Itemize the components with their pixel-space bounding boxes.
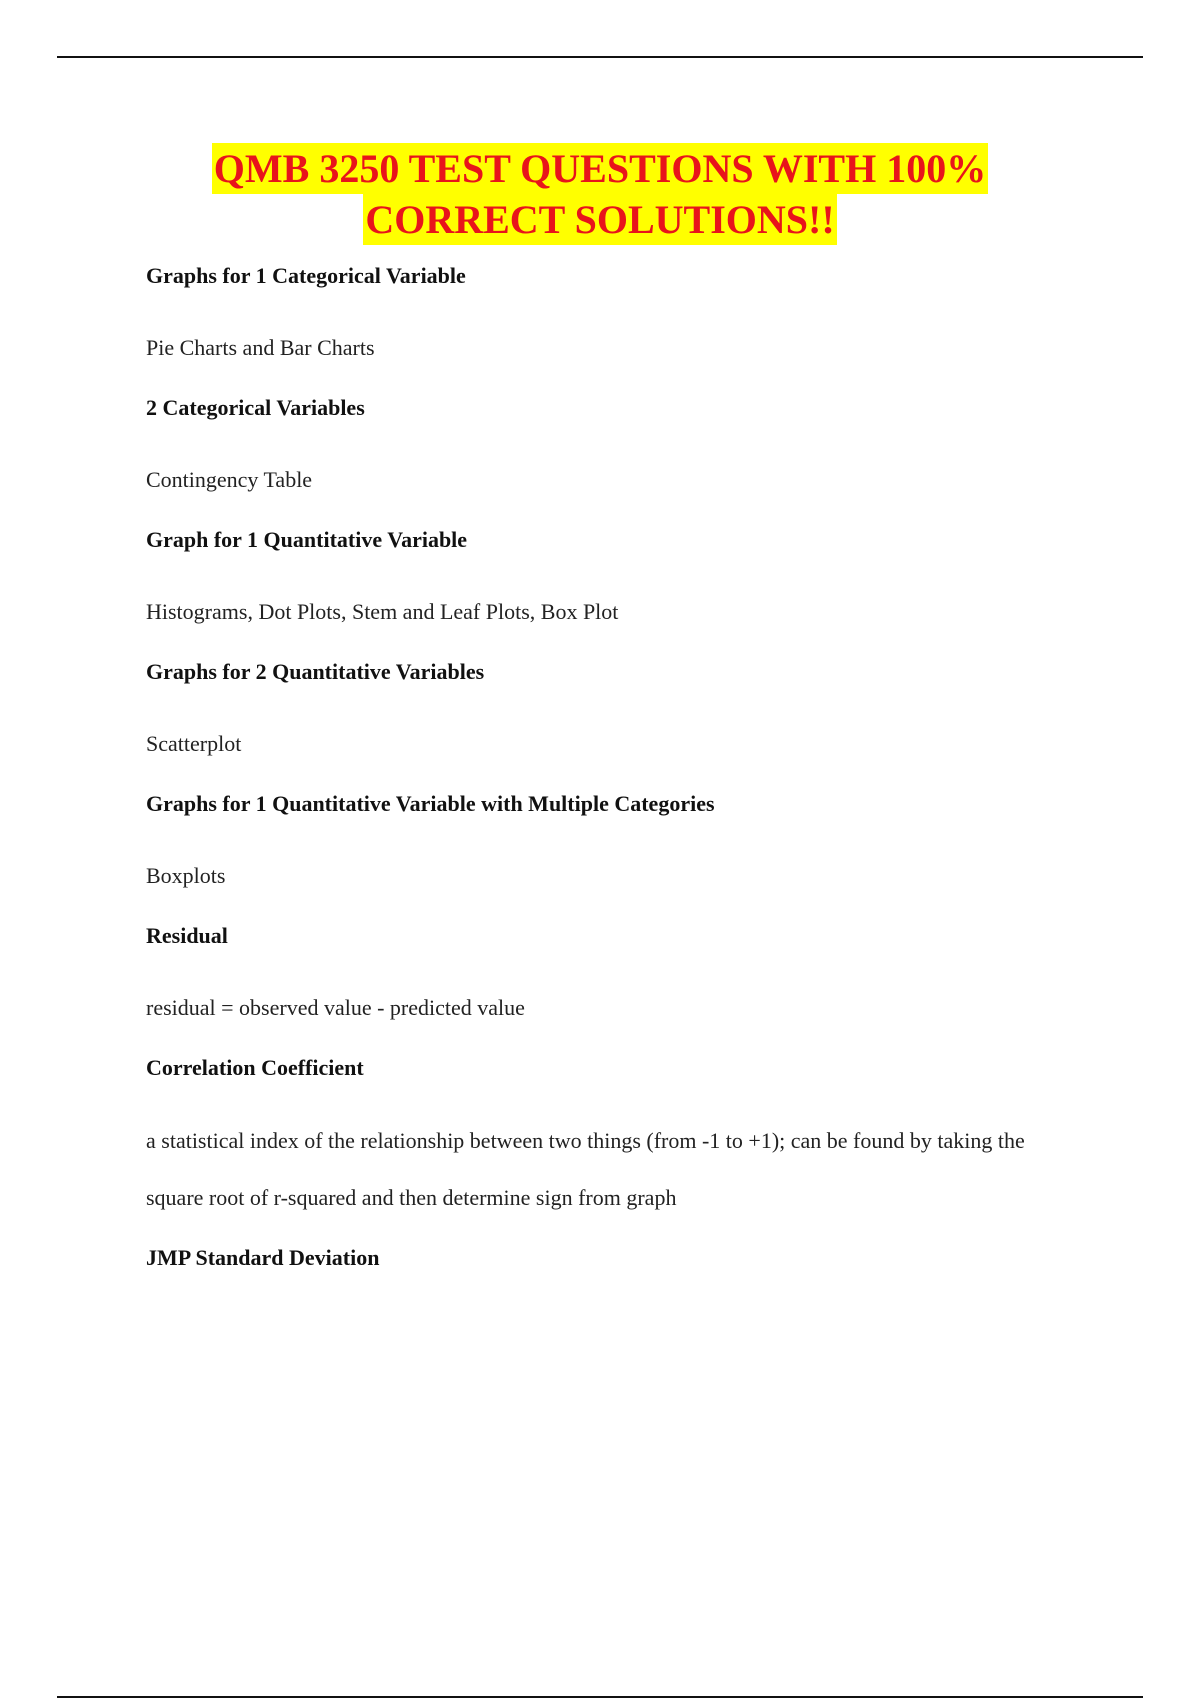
footer-rule bbox=[57, 1696, 1143, 1698]
qa-list bbox=[146, 256, 1086, 1310]
title-line-2: CORRECT SOLUTIONS!! bbox=[363, 194, 836, 245]
question-term: Graphs for 1 Categorical Variable bbox=[146, 263, 466, 288]
answer-text: Histograms, Dot Plots, Stem and Leaf Plots, Box Plot bbox=[146, 599, 619, 624]
title-line-1: QMB 3250 TEST QUESTIONS WITH 100% bbox=[212, 143, 988, 194]
document-title bbox=[0, 143, 1200, 245]
answer-text: Pie Charts and Bar Charts bbox=[146, 335, 375, 360]
question-term: Graphs for 1 Quantitative Variable with Multiple Categories bbox=[146, 791, 715, 816]
question-term: JMP Standard Deviation bbox=[146, 1245, 380, 1270]
question-term: Correlation Coefficient bbox=[146, 1055, 364, 1080]
answer-text: a statistical index of the relationship between two things (from -1 to +1); can be found by taking the square root of r-squared and then determine sign from graph bbox=[146, 1128, 1025, 1210]
question-term: Residual bbox=[146, 923, 228, 948]
answer-text: residual = observed value - predicted value bbox=[146, 995, 525, 1020]
header-rule bbox=[57, 56, 1143, 58]
answer-text: Contingency Table bbox=[146, 467, 313, 492]
answer-text: Scatterplot bbox=[146, 731, 242, 756]
question-term: Graphs for 2 Quantitative Variables bbox=[146, 659, 485, 684]
answer-text: Boxplots bbox=[146, 863, 226, 888]
question-term: 2 Categorical Variables bbox=[146, 395, 365, 420]
question-term: Graph for 1 Quantitative Variable bbox=[146, 527, 468, 552]
